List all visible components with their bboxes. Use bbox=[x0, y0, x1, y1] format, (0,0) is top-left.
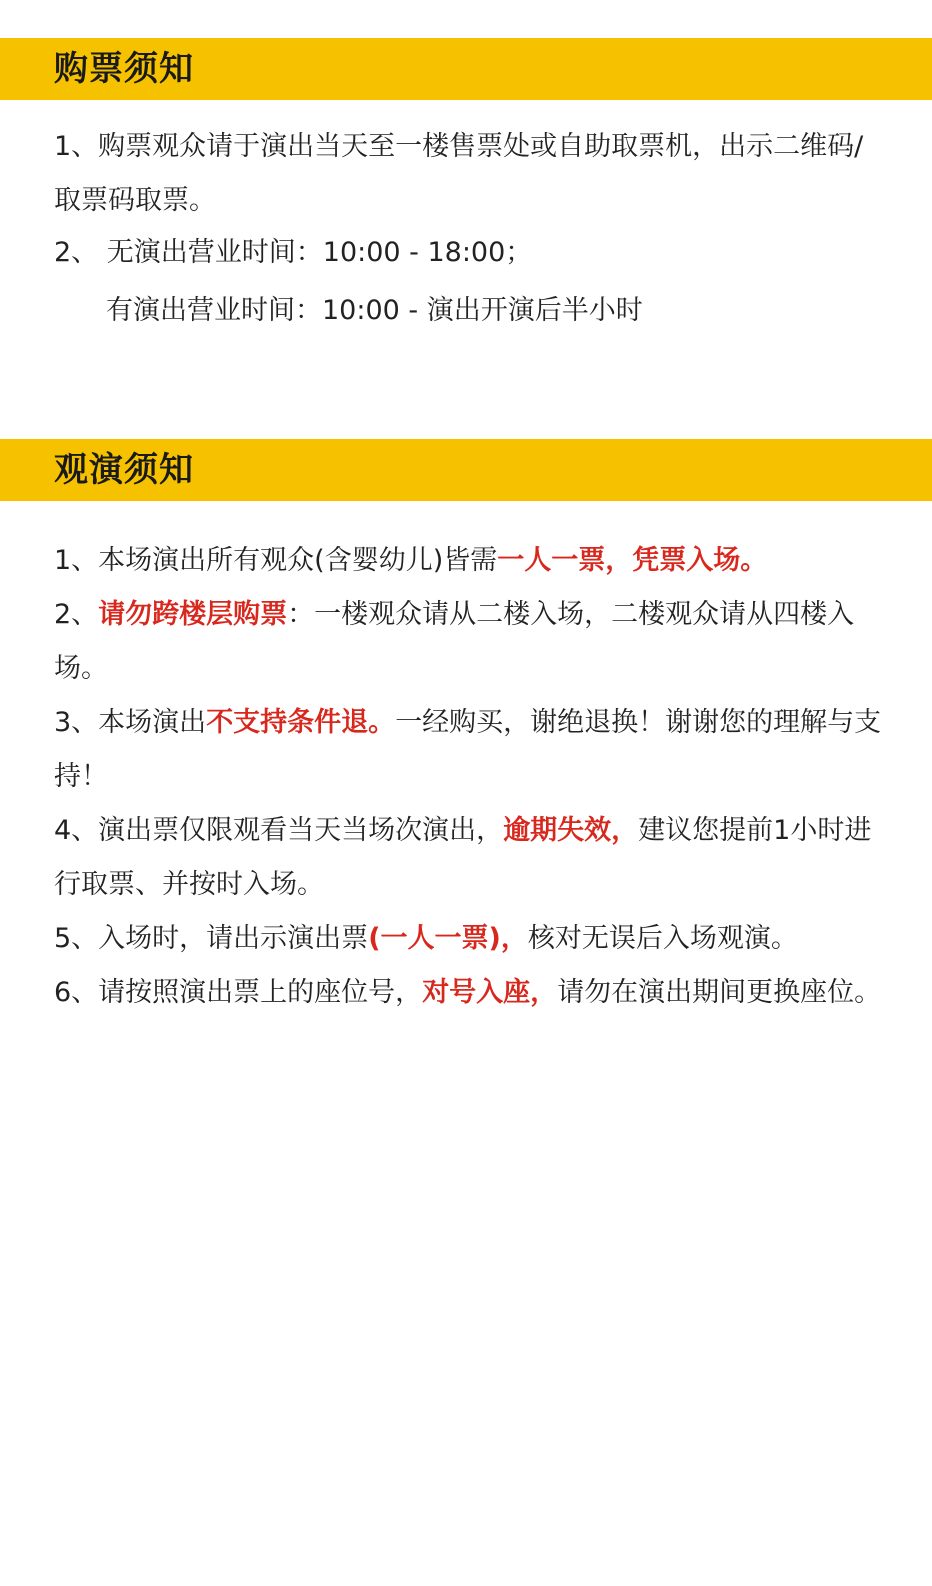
viewing-item-3 bbox=[54, 696, 884, 804]
viewing-item-1 bbox=[54, 534, 884, 588]
viewing-item-2-text: 2、 bbox=[54, 599, 99, 630]
viewing-item-4-after: 建议您提前1小时进行取票、并按时入场。 bbox=[54, 815, 872, 900]
viewing-item-2-after: ：一楼观众请从二楼入场，二楼观众请从四楼入场。 bbox=[54, 599, 855, 684]
viewing-item-4-text: 4、演出票仅限观看当天当场次演出， bbox=[54, 815, 504, 846]
viewing-item-5 bbox=[54, 912, 884, 966]
viewing-item-1-highlight: 一人一票，凭票入场。 bbox=[497, 545, 768, 576]
viewing-item-5-text: 5、入场时，请出示演出票 bbox=[54, 923, 369, 954]
viewing-section-header bbox=[0, 439, 932, 501]
viewing-item-6-after: 请勿在演出期间更换座位。 bbox=[557, 977, 882, 1008]
viewing-item-5-after: 核对无误后入场观演。 bbox=[527, 923, 798, 954]
viewing-item-6-highlight: 对号入座， bbox=[422, 977, 558, 1008]
viewing-item-3-highlight: 不支持条件退。 bbox=[206, 707, 396, 738]
viewing-item-3-after: 一经购买，谢绝退换！谢谢您的理解与支持！ bbox=[54, 707, 882, 792]
viewing-item-2-highlight: 请勿跨楼层购票 bbox=[98, 599, 288, 630]
viewing-item-5-highlight: (一人一票)， bbox=[368, 923, 528, 954]
ticket-item-2: 2、 无演出营业时间：10:00 - 18:00； bbox=[54, 237, 533, 268]
viewing-item-6 bbox=[54, 966, 884, 1020]
ticket-item-1: 1、购票观众请于演出当天至一楼售票处或自助取票机，出示二维码/取票码取票。 bbox=[54, 131, 864, 216]
viewing-item-2 bbox=[54, 588, 884, 696]
viewing-item-3-text: 3、本场演出 bbox=[54, 707, 207, 738]
ticket-item-3: 有演出营业时间：10:00 - 演出开演后半小时 bbox=[106, 295, 643, 326]
ticket-section-title: 购票须知 bbox=[54, 49, 194, 89]
viewing-section-title: 观演须知 bbox=[54, 450, 194, 490]
viewing-item-6-text: 6、请按照演出票上的座位号， bbox=[54, 977, 423, 1008]
ticket-section-header bbox=[0, 38, 932, 100]
viewing-item-4 bbox=[54, 804, 884, 912]
viewing-item-4-highlight: 逾期失效， bbox=[503, 815, 639, 846]
viewing-item-1-text: 1、本场演出所有观众(含婴幼儿)皆需 bbox=[54, 545, 498, 576]
